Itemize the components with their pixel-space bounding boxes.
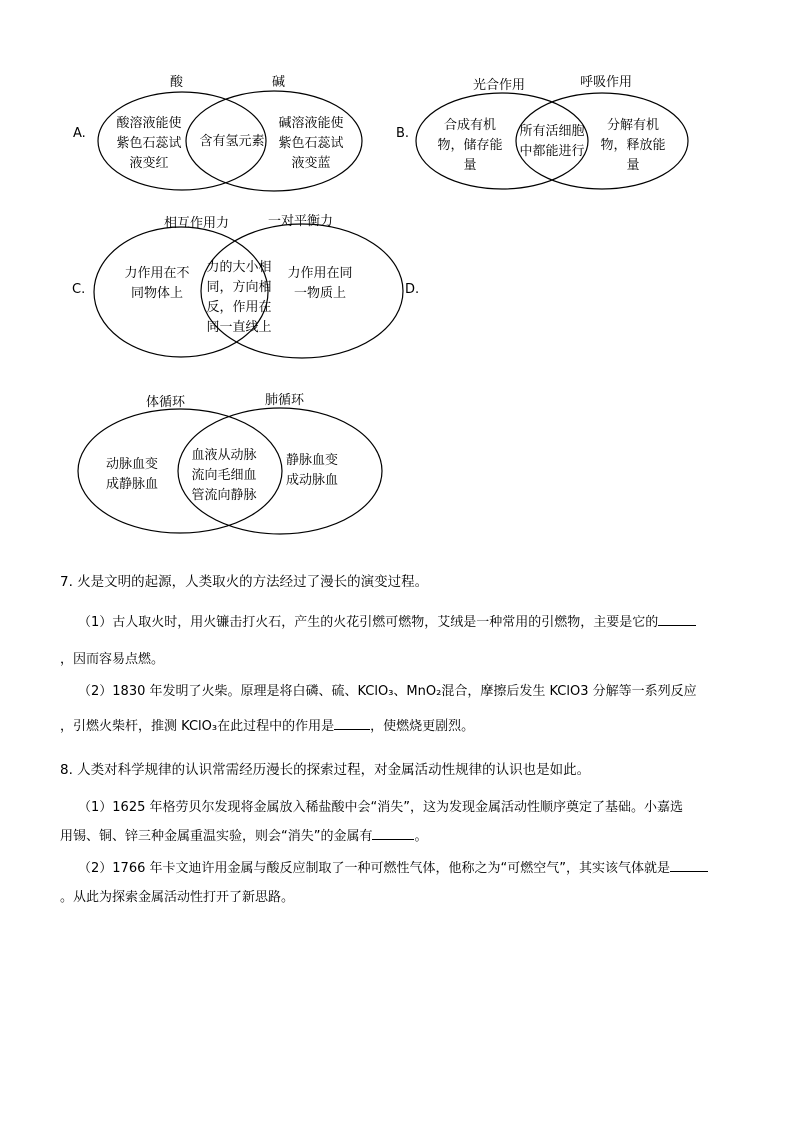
venn-c-right-text: 力作用在同 一物质上: [287, 266, 353, 301]
question-7-part-2-cont: ，引燃火柴杆，推测 KClO₃在此过程中的作用是 ，使燃烧更剧烈。: [60, 716, 474, 737]
question-8-part-1-cont: 用锡、铜、锌三种金属重温实验，则会“消失”的金属有 。: [60, 826, 428, 847]
venn-b-overlap-text: 所有活细胞 中都能进行: [519, 124, 585, 159]
answer-blank[interactable]: [658, 612, 696, 626]
venn-d-left-title: 体循环: [146, 395, 186, 410]
question-8-part-1: （1）1625 年格劳贝尔发现将金属放入稀盐酸中会“消失”，这为发现金属活动性顺序奠定了基础。小嘉选: [78, 800, 683, 815]
venn-d-right-title: 肺循环: [265, 393, 305, 408]
venn-b-right-text: 分解有机 物，释放能 量: [600, 118, 666, 173]
option-c-marker: C.: [72, 282, 86, 297]
venn-a-right-title: 碱: [272, 75, 286, 90]
venn-b-left-text: 合成有机 物，储存能 量: [437, 118, 503, 173]
answer-blank[interactable]: [670, 858, 708, 872]
venn-a-left-title: 酸: [170, 75, 184, 90]
venn-c-left-text: 力作用在不 同物体上: [124, 266, 190, 301]
question-7-part-1: （1）古人取火时，用火镰击打火石，产生的火花引燃可燃物，艾绒是一种常用的引燃物，主要是它的: [78, 612, 696, 633]
venn-c-overlap-text: 力的大小相 同，方向相 反，作用在 同一直线上: [206, 260, 272, 335]
venn-c-right-title: 一对平衡力: [268, 214, 334, 229]
option-a-marker: A.: [73, 126, 86, 141]
question-7-part-1-cont: ，因而容易点燃。: [60, 652, 165, 667]
question-8-part-2: （2）1766 年卡文迪许用金属与酸反应制取了一种可燃性气体，他称之为“可燃空气”，其实该气体就是: [78, 858, 708, 879]
venn-d-left-text: 动脉血变 成静脉血: [105, 457, 158, 492]
option-b-marker: B.: [396, 126, 410, 141]
question-7-part-2: （2）1830 年发明了火柴。原理是将白磷、硫、KClO₃、MnO₂混合，摩擦后发生 KClO3 分解等一系列反应: [78, 684, 697, 699]
venn-a-left-text: 酸溶液能使 紫色石蕊试 液变红: [116, 116, 182, 171]
answer-blank[interactable]: [334, 716, 370, 730]
answer-blank[interactable]: [372, 826, 414, 840]
venn-b-right-title: 呼吸作用: [580, 75, 633, 90]
venn-d-right-text: 静脉血变 成动脉血: [285, 453, 338, 488]
venn-d-overlap-text: 血液从动脉 流向毛细血 管流向静脉: [191, 448, 257, 503]
question-8-part-2-cont: 。从此为探索金属活动性打开了新思路。: [60, 890, 295, 905]
venn-b-left-title: 光合作用: [473, 78, 526, 93]
question-8-stem: 8. 人类对科学规律的认识常需经历漫长的探索过程，对金属活动性规律的认识也是如此。: [60, 762, 591, 778]
venn-a-overlap-text: 含有氢元素: [199, 134, 265, 149]
venn-c-left-title: 相互作用力: [164, 216, 230, 231]
venn-a-right-text: 碱溶液能使 紫色石蕊试 液变蓝: [278, 116, 344, 171]
option-d-marker: D.: [405, 282, 420, 297]
question-7-stem: 7. 火是文明的起源，人类取火的方法经过了漫长的演变过程。: [60, 574, 429, 590]
